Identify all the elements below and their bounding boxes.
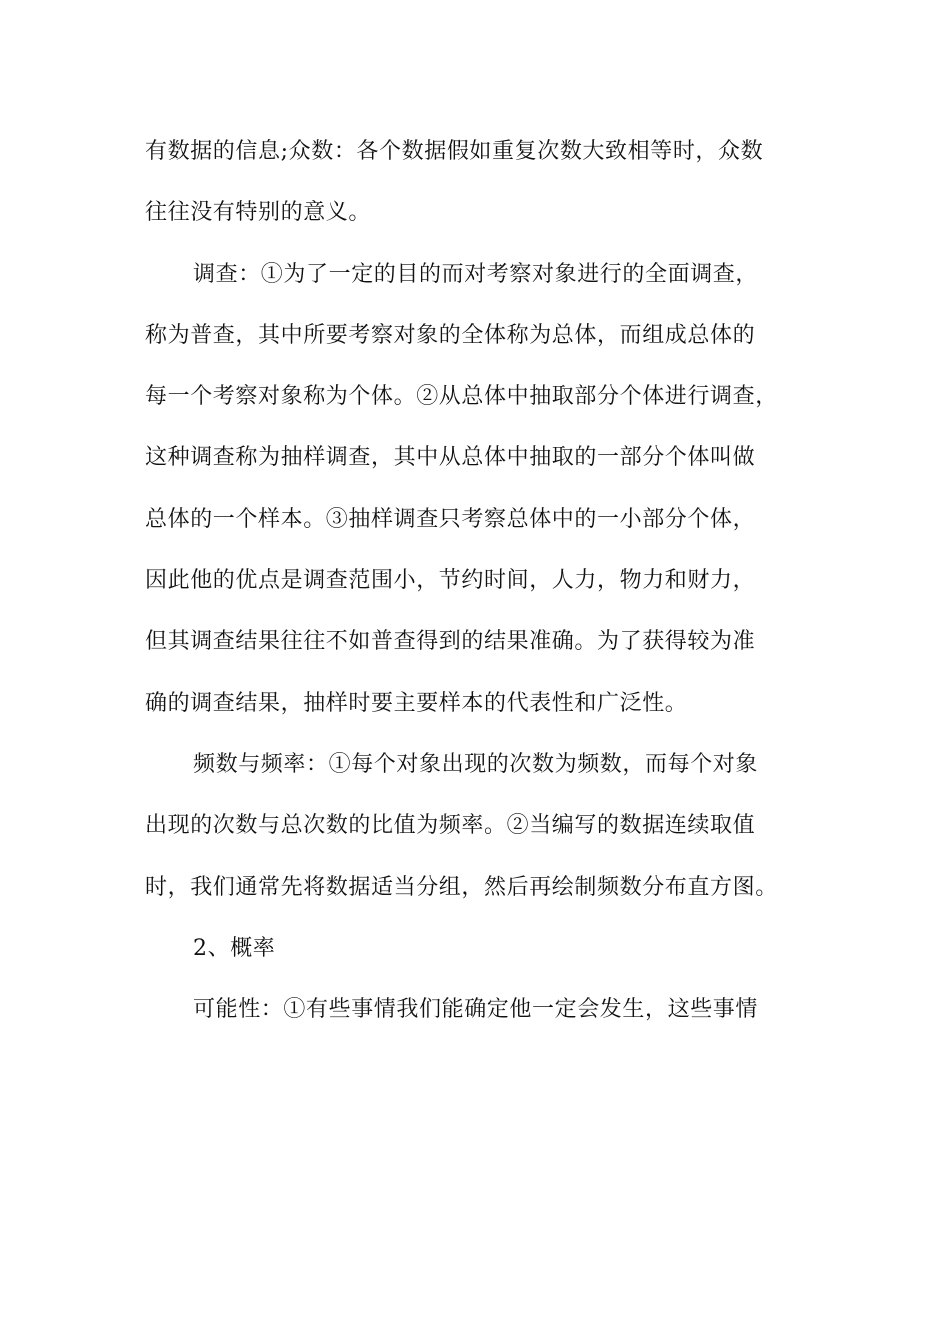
text-line: 每一个考察对象称为个体。②从总体中抽取部分个体进行调查， (145, 384, 778, 410)
text-line: 确的调查结果，抽样时要主要样本的代表性和广泛性。 (145, 690, 688, 716)
text-line: 称为普查，其中所要考察对象的全体称为总体，而组成总体的 (145, 322, 756, 348)
text-line: 这种调查称为抽样调查，其中从总体中抽取的一部分个体叫做 (145, 445, 756, 471)
text-line: 但其调查结果往往不如普查得到的结果准确。为了获得较为准 (145, 629, 756, 655)
text-line: 频数与频率：①每个对象出现的次数为频数，而每个对象 (193, 751, 759, 777)
document-body (145, 130, 810, 1049)
text-line: 可能性：①有些事情我们能确定他一定会发生，这些事情 (193, 997, 759, 1023)
text-line: 出现的次数与总次数的比值为频率。②当编写的数据连续取值 (145, 813, 756, 839)
text-line: 往往没有特别的意义。 (145, 200, 372, 226)
text-line: 调查：①为了一定的目的而对考察对象进行的全面调查， (193, 261, 759, 287)
text-line: 总体的一个样本。③抽样调查只考察总体中的一小部分个体， (145, 506, 756, 532)
text-line: 有数据的信息;众数：各个数据假如重复次数大致相等时，众数 (145, 139, 764, 164)
section-heading: 2、概率 (193, 935, 276, 961)
text-line: 因此他的优点是调查范围小，节约时间，人力，物力和财力， (145, 568, 756, 594)
text-line: 时，我们通常先将数据适当分组，然后再绘制频数分布直方图。 (145, 874, 778, 900)
